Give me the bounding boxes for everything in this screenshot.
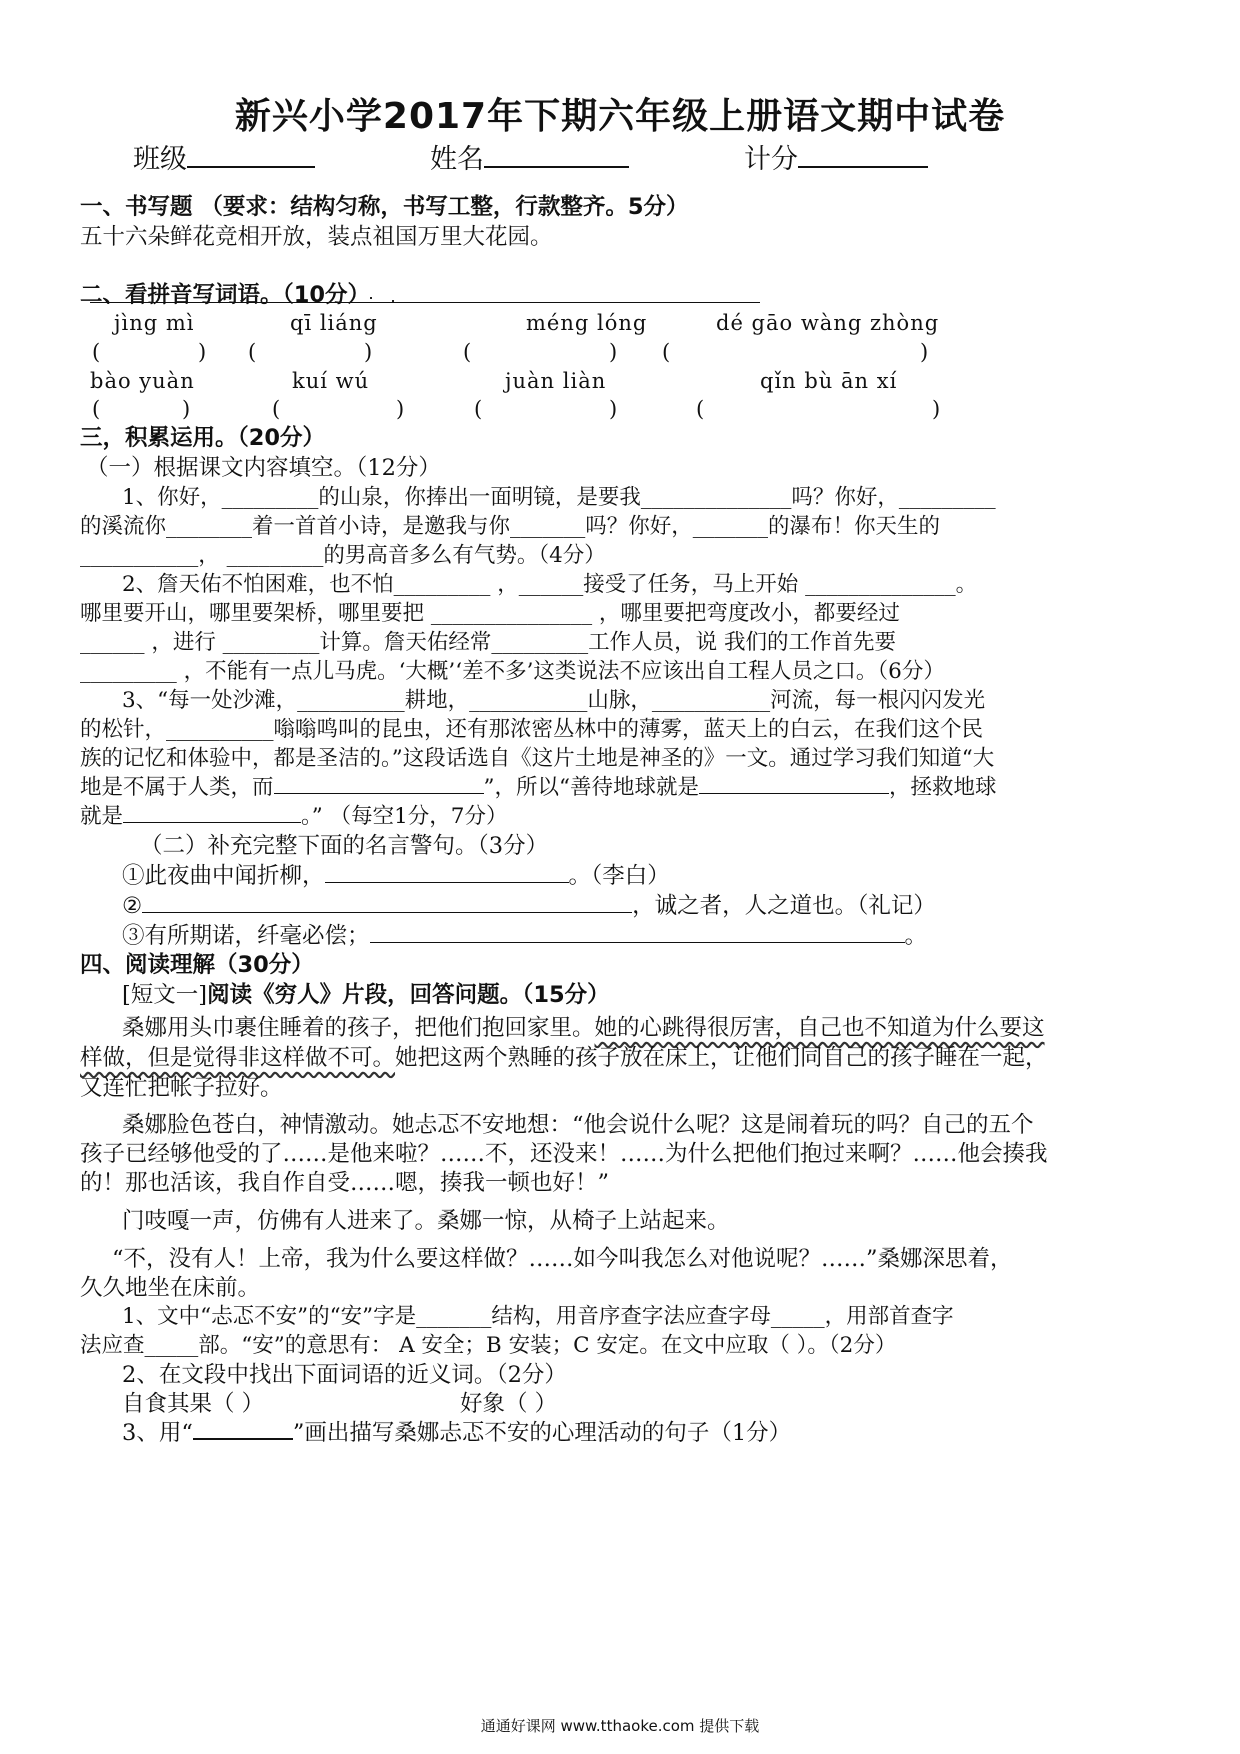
q1-line-3: ___________， _________的男高音多么有气势。（4分） [80,543,606,568]
paren-open: ( [248,340,257,364]
fill-blank[interactable] [370,924,905,943]
p2-line-1: 桑娜脸色苍白，神情激动。她忐忑不安地想：“他会说什么呢？这是闹着玩的吗？自己的五个 [122,1112,1034,1138]
p2-line-3: 的！那也活该，我自作自受……嗯，揍我一顿也好！” [80,1170,610,1196]
paren-close: ) [932,397,941,421]
pinyin-8: qǐn bù ān xí [760,369,898,393]
r-q3-line [122,1418,791,1448]
passage-tag: [短文一] [122,982,208,1008]
paren-close: ) [396,397,405,421]
q2-line-2: 哪里要开山，哪里要架桥，哪里要把 _______________ ，哪里要把弯度改小，都要经过 [80,601,900,626]
paren-open: ( [474,397,483,421]
fill-blank[interactable] [274,775,484,794]
paren-open: ( [92,340,101,364]
q2-line-1: 2、詹天佑不怕困难，也不怕_________ ，______接受了任务，马上开始 ______________。 [122,572,978,597]
class-label: 班级 [133,144,187,175]
paren-open: ( [272,397,281,421]
maxim-text: ①此夜曲中闻折柳， [122,863,325,889]
p1-line-1 [122,1013,1045,1043]
fill-blank[interactable] [142,894,632,913]
paren-open: ( [696,397,705,421]
p1-text: 桑娜用头巾裹住睡着的孩子，把他们抱回家里。 [122,1015,595,1041]
paren-open: ( [463,340,472,364]
pinyin-7: juàn liàn [505,369,607,393]
paren-close: ) [920,340,929,364]
r-q3-text: 3、用“ [122,1420,193,1446]
footer-credit: 通通好课网 www.tthaoke.com 提供下载 [480,1717,760,1735]
speck [392,300,394,302]
fill-blank[interactable] [699,775,889,794]
p3-line: 门吱嘎一声，仿佛有人进来了。桑娜一惊，从椅子上站起来。 [122,1208,730,1234]
q3-text: ，拯救地球 [889,775,997,800]
q3-line-1: 3、“每一处沙滩，__________耕地，___________山脉，___________河流，每一根闪闪发光 [122,688,986,713]
passage-instruction: 阅读《穷人》片段，回答问题。（15分） [207,982,610,1008]
r-q2-word-1: 自食其果（ ） [122,1391,265,1417]
paren-open: ( [662,340,671,364]
underlined-sentence: 她的心跳得很厉害，自己也不知道为什么要这 [594,1015,1045,1041]
paren-close: ) [198,340,207,364]
q1-line-1: 1、你好，_________的山泉，你捧出一面明镜，是要我______________吗？你好，_________ [122,485,996,510]
p2-line-2: 孩子已经够他受的了……是他来啦？……不，还没来！……为什么把他们抱过来啊？……他会揍我 [80,1141,1048,1167]
pinyin-1: jìng mì [114,311,195,335]
maxim-text: 。（李白） [568,863,670,889]
maxim-2 [122,891,936,921]
name-blank[interactable] [484,142,629,168]
name-field [430,142,629,177]
q3-line-4 [80,773,997,803]
maxim-3 [122,921,927,951]
section-3-sub-1: （一）根据课文内容填空。（12分） [86,455,441,481]
underline-sample [193,1420,293,1440]
q3-line-5 [80,802,507,832]
q3-text: 。” （每空1分，7分） [301,804,508,829]
paren-close: ) [609,340,618,364]
name-label: 姓名 [430,144,484,175]
maxim-text: 。 [904,923,928,949]
r-q2-line: 2、在文段中找出下面词语的近义词。（2分） [122,1362,567,1388]
q2-line-3: ______ ，进行 _________计算。詹天佑经常_________工作人员，说 我们的工作首先要 [80,630,897,655]
score-field [744,142,928,177]
q3-text: 就是 [80,804,124,829]
p1-text: 她把这两个熟睡的孩子放在床上，让他们同自己的孩子睡在一起， [395,1045,1048,1071]
paren-close: ) [364,340,373,364]
p4-line-2: 久久地坐在床前。 [80,1275,261,1301]
p4-line-1: “不，没有人！上帝，我为什么要这样做？……如今叫我怎么对他说呢？……”桑娜深思着， [112,1246,1013,1272]
section-1-text: 五十六朵鲜花竞相开放，装点祖国万里大花园。 [80,224,553,250]
q2-line-4: _________ ，不能有一点儿马虎。‘大概’‘差不多’这类说法不应该出自工程人员之口。（6分） [80,659,945,684]
pinyin-6: kuí wú [292,369,370,393]
p1-line-3: 又连忙把帐子拉好。 [80,1075,283,1101]
pinyin-2: qī liáng [290,311,378,335]
class-field [133,142,315,177]
r-q3-text: ”画出描写桑娜忐忑不安的心理活动的句子（1分） [292,1420,792,1446]
r-q2-word-2: 好象（ ） [460,1391,558,1417]
section-3-sub-2: （二）补充完整下面的名言警句。（3分） [140,833,549,859]
page-title: 新兴小学2017年下期六年级上册语文期中试卷 [234,96,1006,137]
q3-text: ”，所以“善待地球就是 [483,775,699,800]
fill-blank[interactable] [123,804,301,823]
passage-title [122,980,610,1010]
score-blank[interactable] [798,142,928,168]
maxim-text: ，诚之者，人之道也。（礼记） [632,893,936,919]
speck [370,297,372,299]
pinyin-4: dé gāo wàng zhòng [716,311,940,335]
section-1-heading: 一、书写题 （要求：结构匀称，书写工整，行款整齐。5分） [80,194,689,220]
score-label: 计分 [744,144,798,175]
paren-close: ) [609,397,618,421]
fill-blank[interactable] [325,864,569,883]
r-q1-line-2: 法应查_____部。“安”的意思有： A 安全；B 安装；C 安定。在文中应取（ ）。（2分） [80,1333,897,1358]
pinyin-5: bào yuàn [90,369,195,393]
paren-close: ) [182,397,191,421]
section-2-heading: 二、看拼音写词语。（10分） [80,282,371,308]
underlined-sentence: 样做，但是觉得非这样做不可。 [80,1045,396,1071]
section-3-heading: 三，积累运用。（20分） [80,425,326,451]
q1-line-2: 的溪流你________着一首首小诗，是邀我与你_______吗？你好，_______的瀑布！你天生的 [80,514,941,539]
paren-open: ( [92,397,101,421]
p1-line-2 [80,1043,1048,1073]
class-blank[interactable] [187,142,315,168]
q3-line-3: 族的记忆和体验中，都是圣洁的。”这段话选自《这片土地是神圣的》一文。通过学习我们知道“大 [80,746,995,771]
maxim-text: ③有所期诺，纤毫必偿； [122,923,370,949]
q3-line-2: 的松针，__________嗡嗡鸣叫的昆虫，还有那浓密丛林中的薄雾，蓝天上的白云，在我们这个民 [80,717,984,742]
q3-text: 地是不属于人类，而 [80,775,274,800]
maxim-1 [122,861,670,891]
maxim-text: ② [122,893,143,919]
r-q1-line-1: 1、文中“忐忑不安”的“安”字是_______结构，用音序查字法应查字母_____，用部首查字 [122,1304,954,1329]
section-4-heading: 四、阅读理解（30分） [80,952,314,978]
pinyin-3: méng lóng [526,311,648,335]
